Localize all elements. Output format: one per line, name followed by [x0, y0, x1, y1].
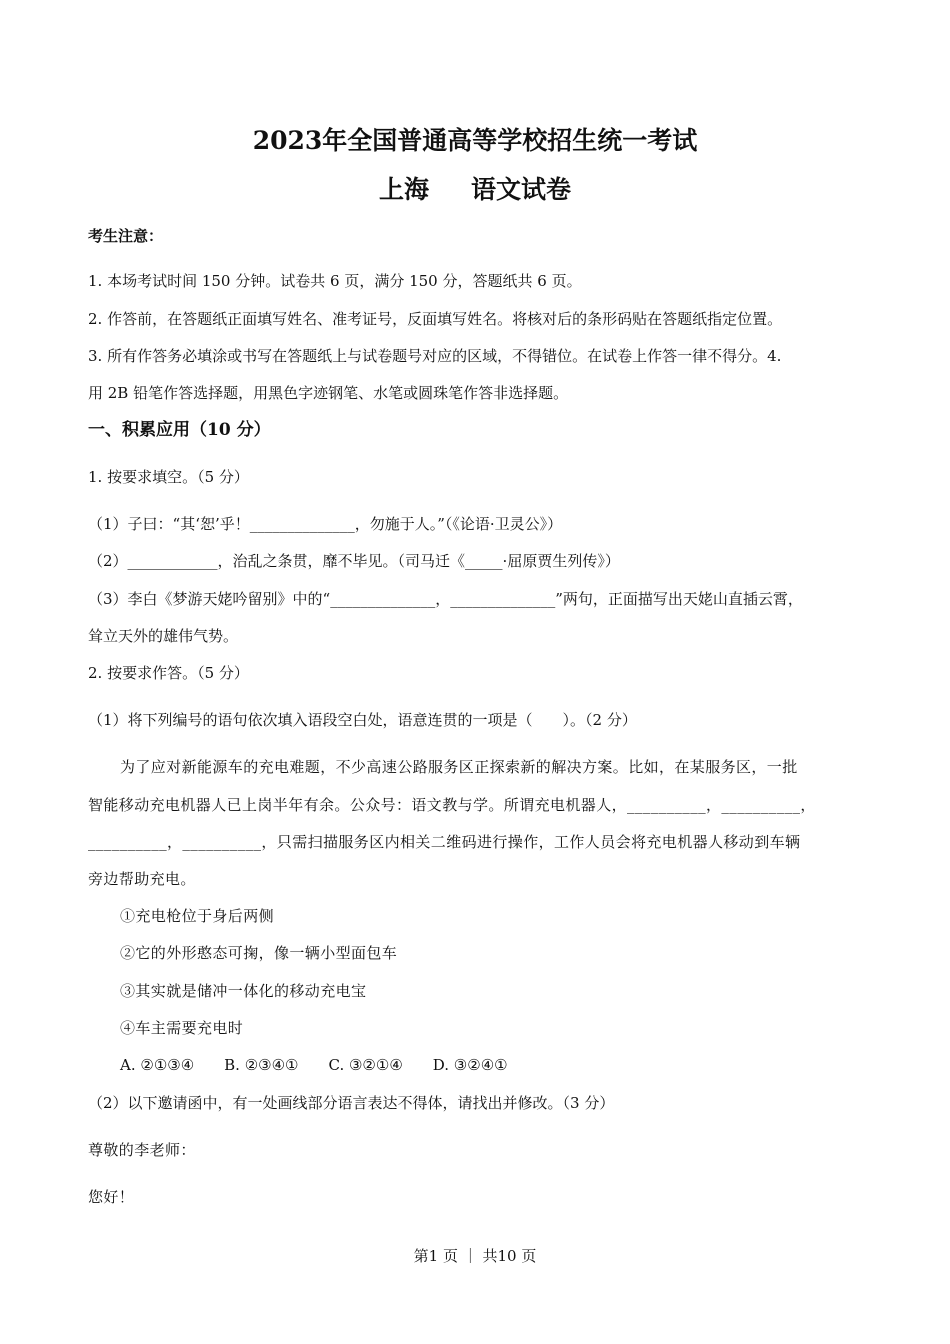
passage-line: 旁边帮助充电。	[88, 870, 196, 888]
answer-choices: A. ②①③④ B. ②③④① C. ③②①④ D. ③②④①	[120, 1056, 508, 1074]
exam-subtitle	[0, 174, 950, 206]
question-part: （2）____________，治乱之条贯，靡不毕见。（司马迁《_____·屈原贾生列传》）	[88, 552, 620, 570]
sentence-option: ④车主需要充电时	[120, 1019, 244, 1037]
exam-title: 2023年全国普通高等学校招生统一考试	[252, 126, 698, 155]
question-part: （2）以下邀请函中，有一处画线部分语言表达不得体，请找出并修改。（3 分）	[88, 1094, 615, 1112]
notice-item: 2. 作答前，在答题纸正面填写姓名、准考证号，反面填写姓名。将核对后的条形码贴在答题纸指定位置。	[88, 310, 783, 328]
question-part: （1）子曰：“其‘恕’乎！______________，勿施于人。”（《论语·卫灵公》）	[88, 515, 563, 533]
question-part-continued: 耸立天外的雄伟气势。	[88, 627, 239, 645]
region-label: 上海	[378, 175, 429, 204]
notice-item: 3. 所有作答务必填涂或书写在答题纸上与试卷题号对应的区域，不得错位。在试卷上作答一律不得分。4.	[88, 347, 782, 365]
question-part: （1）将下列编号的语句依次填入语段空白处，语意连贯的一项是（ ）。（2 分）	[88, 711, 637, 729]
notice-heading: 考生注意：	[88, 227, 164, 245]
question-part: （3）李白《梦游天姥吟留别》中的“______________，______________”两句，正面描写出天姥山直插云霄，	[88, 590, 803, 608]
letter-salutation: 尊敬的李老师：	[88, 1141, 196, 1159]
notice-item: 用 2B 铅笔作答选择题，用黑色字迹钢笔、水笔或圆珠笔作答非选择题。	[88, 384, 569, 402]
passage-line: 智能移动充电机器人已上岗半年有余。公众号：语文教与学。所谓充电机器人，__________，__________，	[88, 796, 816, 814]
passage-line: __________，__________，只需扫描服务区内相关二维码进行操作，工作人员会将充电机器人移动到车辆	[88, 833, 801, 851]
question-stem: 1. 按要求填空。（5 分）	[88, 468, 249, 486]
passage-line: 为了应对新能源车的充电难题，不少高速公路服务区正探索新的解决方案。比如，在某服务区，一批	[120, 758, 798, 776]
question-stem: 2. 按要求作答。（5 分）	[88, 664, 249, 682]
section-heading: 一、积累应用（10 分）	[88, 420, 271, 440]
paper-label: 语文试卷	[471, 175, 572, 204]
sentence-option: ③其实就是储冲一体化的移动充电宝	[120, 982, 367, 1000]
sentence-option: ②它的外形憨态可掬，像一辆小型面包车	[120, 944, 398, 962]
page-footer: 第1 页 ｜ 共10 页	[413, 1247, 537, 1265]
sentence-option: ①充电枪位于身后两侧	[120, 907, 275, 925]
notice-item: 1. 本场考试时间 150 分钟。试卷共 6 页，满分 150 分，答题纸共 6 页。	[88, 272, 582, 290]
letter-greeting: 您好！	[88, 1188, 135, 1206]
